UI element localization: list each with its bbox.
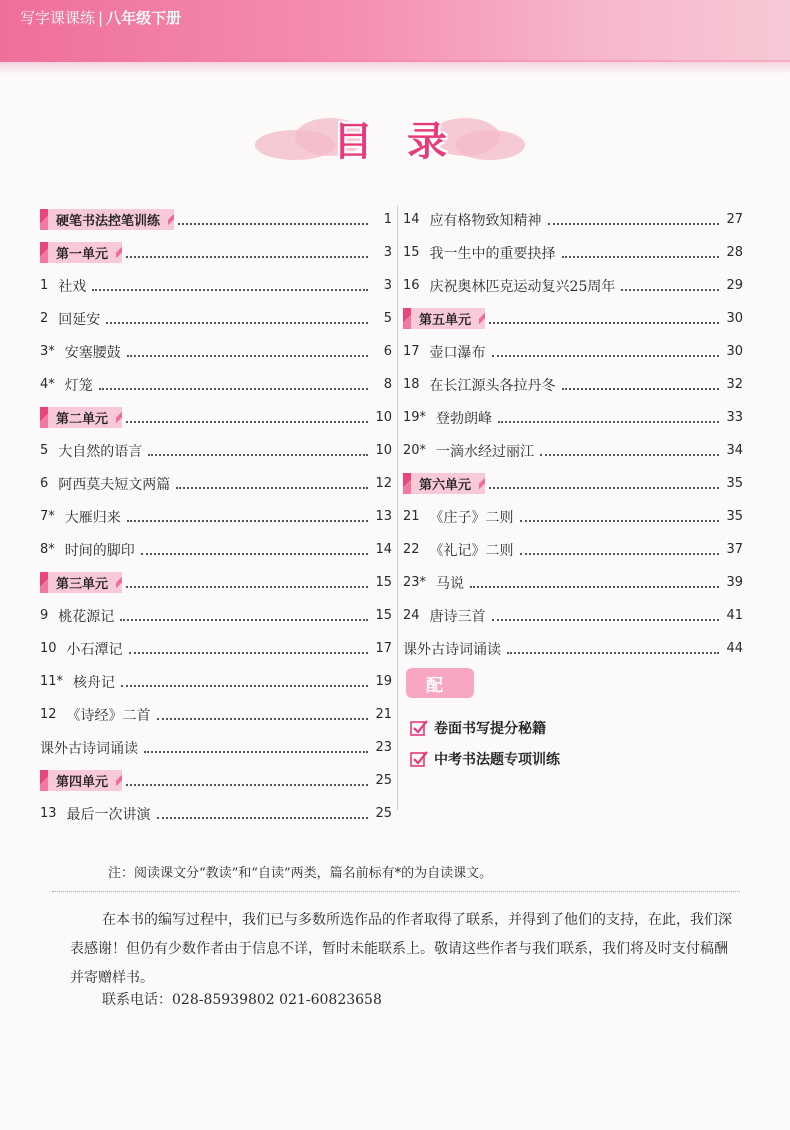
leader-dots	[562, 256, 719, 258]
lesson-number: 4*	[40, 377, 55, 392]
toc-row[interactable]	[40, 731, 392, 764]
leader-dots	[492, 619, 719, 621]
page-number: 34	[726, 443, 743, 458]
contact-phone: 联系电话：028-85939802 021-60823658	[102, 992, 382, 1008]
toc-row[interactable]	[403, 302, 743, 335]
toc-row[interactable]	[40, 665, 392, 698]
leader-dots	[507, 652, 719, 654]
lesson-title: 灯笼	[64, 377, 93, 394]
lesson-title: 课外古诗词诵读	[40, 740, 138, 757]
grade-label: 八年级下册	[106, 9, 182, 27]
lesson-title: 马说	[436, 575, 465, 592]
unit-heading: 第一单元	[40, 242, 120, 263]
leader-dots	[157, 817, 368, 819]
unit-heading: 第三单元	[40, 572, 120, 593]
page-number: 30	[726, 344, 743, 359]
leader-dots	[126, 586, 368, 588]
leader-dots	[126, 421, 368, 423]
lesson-title: 一滴水经过丽江	[436, 443, 535, 460]
page-number: 33	[726, 410, 743, 425]
lesson-number: 13	[40, 806, 57, 821]
leader-dots	[99, 388, 368, 390]
leader-dots	[127, 520, 368, 522]
toc-row[interactable]	[403, 566, 743, 599]
reading-note: 注：阅读课文分“教读”和“自读”两类，篇名前标有*的为自读课文。	[108, 866, 493, 881]
toc-row[interactable]	[40, 335, 392, 368]
page-number: 35	[726, 476, 743, 491]
lesson-title: 最后一次讲演	[66, 806, 151, 823]
lesson-number: 17	[403, 344, 420, 359]
supplement-item	[410, 717, 546, 739]
lesson-title: 社戏	[58, 278, 87, 295]
lesson-title: 壶口瀑布	[429, 344, 486, 361]
toc-row[interactable]	[40, 698, 392, 731]
page-number: 6	[383, 344, 392, 359]
lesson-title: 时间的脚印	[64, 542, 135, 559]
toc-row[interactable]	[40, 599, 392, 632]
page-number: 32	[726, 377, 743, 392]
page-number: 10	[375, 410, 392, 425]
lesson-title: 登勃朗峰	[436, 410, 493, 427]
page-number: 27	[726, 212, 743, 227]
supplement-badge	[406, 668, 474, 698]
page-number: 37	[726, 542, 743, 557]
toc-row[interactable]	[403, 533, 743, 566]
lesson-number: 16	[403, 278, 420, 293]
page-number: 25	[375, 773, 392, 788]
page-number: 17	[375, 641, 392, 656]
unit-heading: 第六单元	[403, 473, 483, 494]
toc-row[interactable]	[403, 203, 743, 236]
lesson-number: 6	[40, 476, 49, 491]
leader-dots	[157, 718, 368, 720]
leader-dots	[492, 355, 719, 357]
toc-row[interactable]	[40, 401, 392, 434]
lesson-title: 庆祝奥林匹克运动复兴25周年	[429, 278, 616, 295]
page-number: 25	[375, 806, 392, 821]
toc-row[interactable]	[403, 632, 743, 665]
leader-dots	[498, 421, 719, 423]
unit-heading: 第四单元	[40, 770, 120, 791]
supplement-item-label: 中考书法题专项训练	[434, 752, 560, 768]
page-number: 19	[375, 674, 392, 689]
toc-row[interactable]	[40, 368, 392, 401]
lesson-title: 小石潭记	[66, 641, 123, 658]
leader-dots	[562, 388, 719, 390]
leader-dots	[470, 586, 719, 588]
leader-dots	[148, 454, 368, 456]
leader-dots	[127, 355, 368, 357]
lesson-number: 10	[40, 641, 57, 656]
page-number: 8	[383, 377, 392, 392]
leader-dots	[92, 289, 368, 291]
toc-row[interactable]	[40, 467, 392, 500]
toc-row[interactable]	[40, 269, 392, 302]
leader-dots	[129, 652, 368, 654]
checkbox-icon	[410, 750, 428, 768]
leader-dots	[126, 784, 368, 786]
lesson-number: 19*	[403, 410, 427, 425]
lesson-title: 大自然的语言	[58, 443, 143, 460]
page-number: 39	[726, 575, 743, 590]
lesson-number: 5	[40, 443, 49, 458]
lesson-title: 在长江源头各拉丹冬	[429, 377, 556, 394]
page-title: 目录	[333, 119, 481, 165]
lesson-title: 课外古诗词诵读	[403, 641, 501, 658]
page-number: 15	[375, 575, 392, 590]
section-heading: 硬笔书法控笔训练	[40, 209, 172, 230]
lesson-title: 安塞腰鼓	[64, 344, 121, 361]
toc-row[interactable]	[403, 467, 743, 500]
leader-dots	[176, 487, 368, 489]
lesson-number: 21	[403, 509, 420, 524]
page-number: 29	[726, 278, 743, 293]
leader-dots	[520, 520, 719, 522]
page-number: 3	[383, 245, 392, 260]
lesson-number: 23*	[403, 575, 427, 590]
page-number: 44	[726, 641, 743, 656]
toc-row[interactable]	[403, 335, 743, 368]
toc-row[interactable]	[40, 566, 392, 599]
toc-row[interactable]	[40, 302, 392, 335]
lesson-number: 15	[403, 245, 420, 260]
lesson-number: 7*	[40, 509, 55, 524]
page-number: 10	[375, 443, 392, 458]
leader-dots	[120, 619, 368, 621]
leader-dots	[106, 322, 368, 324]
page-number: 23	[375, 740, 392, 755]
toc-row[interactable]	[40, 434, 392, 467]
note-divider	[52, 891, 740, 892]
leader-dots	[144, 751, 368, 753]
unit-heading: 第五单元	[403, 308, 483, 329]
toc-right-column	[403, 203, 743, 665]
leader-dots	[520, 553, 719, 555]
leader-dots	[121, 685, 368, 687]
header-separator: |	[98, 9, 104, 27]
acknowledgement-paragraph: 在本书的编写过程中，我们已与多数所选作品的作者取得了联系，并得到了他们的支持，在此，我们深表感谢！但仍有少数作者由于信息不详，暂时未能联系上。敬请这些作者与我们联系，我们将及时支付稿酬并寄赠样书。	[70, 912, 732, 986]
toc-row[interactable]	[403, 401, 743, 434]
page-number: 3	[383, 278, 392, 293]
leader-dots	[489, 322, 719, 324]
toc-row[interactable]	[403, 500, 743, 533]
lesson-title: 我一生中的重要抉择	[429, 245, 556, 262]
lesson-number: 24	[403, 608, 420, 623]
supplement-item-label: 卷面书写提分秘籍	[434, 721, 546, 737]
column-divider	[397, 205, 398, 810]
supplement-item	[410, 748, 560, 770]
toc-row[interactable]	[40, 500, 392, 533]
page-number: 13	[375, 509, 392, 524]
lesson-title: 唐诗三首	[429, 608, 486, 625]
leader-dots	[540, 454, 719, 456]
toc-row[interactable]	[40, 236, 392, 269]
book-series-title	[20, 7, 181, 28]
leader-dots	[621, 289, 719, 291]
lesson-number: 1	[40, 278, 49, 293]
lesson-title: 阿西莫夫短文两篇	[58, 476, 171, 493]
toc-row[interactable]	[40, 203, 392, 236]
page-number: 35	[726, 509, 743, 524]
page-number: 30	[726, 311, 743, 326]
toc-row[interactable]	[403, 368, 743, 401]
page-number: 21	[375, 707, 392, 722]
lesson-number: 11*	[40, 674, 64, 689]
lesson-title: 应有格物致知精神	[429, 212, 542, 229]
page-number: 15	[375, 608, 392, 623]
leader-dots	[178, 223, 368, 225]
page-number: 14	[375, 542, 392, 557]
page-number: 41	[726, 608, 743, 623]
lesson-number: 8*	[40, 542, 55, 557]
lesson-number: 3*	[40, 344, 55, 359]
lesson-title: 《庄子》二则	[429, 509, 514, 526]
toc-row[interactable]	[40, 797, 392, 830]
lesson-number: 18	[403, 377, 420, 392]
leader-dots	[141, 553, 368, 555]
lesson-number: 2	[40, 311, 49, 326]
page-number: 5	[383, 311, 392, 326]
checkbox-icon	[410, 719, 428, 737]
page-number: 28	[726, 245, 743, 260]
lesson-title: 《礼记》二则	[429, 542, 514, 559]
lesson-title: 大雁归来	[64, 509, 121, 526]
toc-row[interactable]	[403, 236, 743, 269]
toc-row[interactable]	[40, 764, 392, 797]
lesson-number: 20*	[403, 443, 427, 458]
lesson-number: 22	[403, 542, 420, 557]
supplement-badge-text: 配	[426, 676, 443, 696]
toc-row[interactable]	[403, 434, 743, 467]
title-decoration	[255, 100, 525, 170]
toc-row[interactable]	[40, 632, 392, 665]
leader-dots	[548, 223, 719, 225]
toc-row[interactable]	[403, 269, 743, 302]
lesson-title: 《诗经》二首	[66, 707, 151, 724]
toc-left-column	[40, 203, 392, 830]
lesson-title: 桃花源记	[58, 608, 115, 625]
lesson-number: 12	[40, 707, 57, 722]
lesson-number: 14	[403, 212, 420, 227]
toc-row[interactable]	[403, 599, 743, 632]
page-number: 1	[383, 212, 392, 227]
leader-dots	[489, 487, 719, 489]
leader-dots	[126, 256, 368, 258]
page-number: 12	[375, 476, 392, 491]
toc-row[interactable]	[40, 533, 392, 566]
lesson-title: 核舟记	[73, 674, 116, 691]
lesson-title: 回延安	[58, 311, 101, 328]
lesson-number: 9	[40, 608, 49, 623]
series-name: 写字课课练	[20, 9, 96, 27]
unit-heading: 第二单元	[40, 407, 120, 428]
